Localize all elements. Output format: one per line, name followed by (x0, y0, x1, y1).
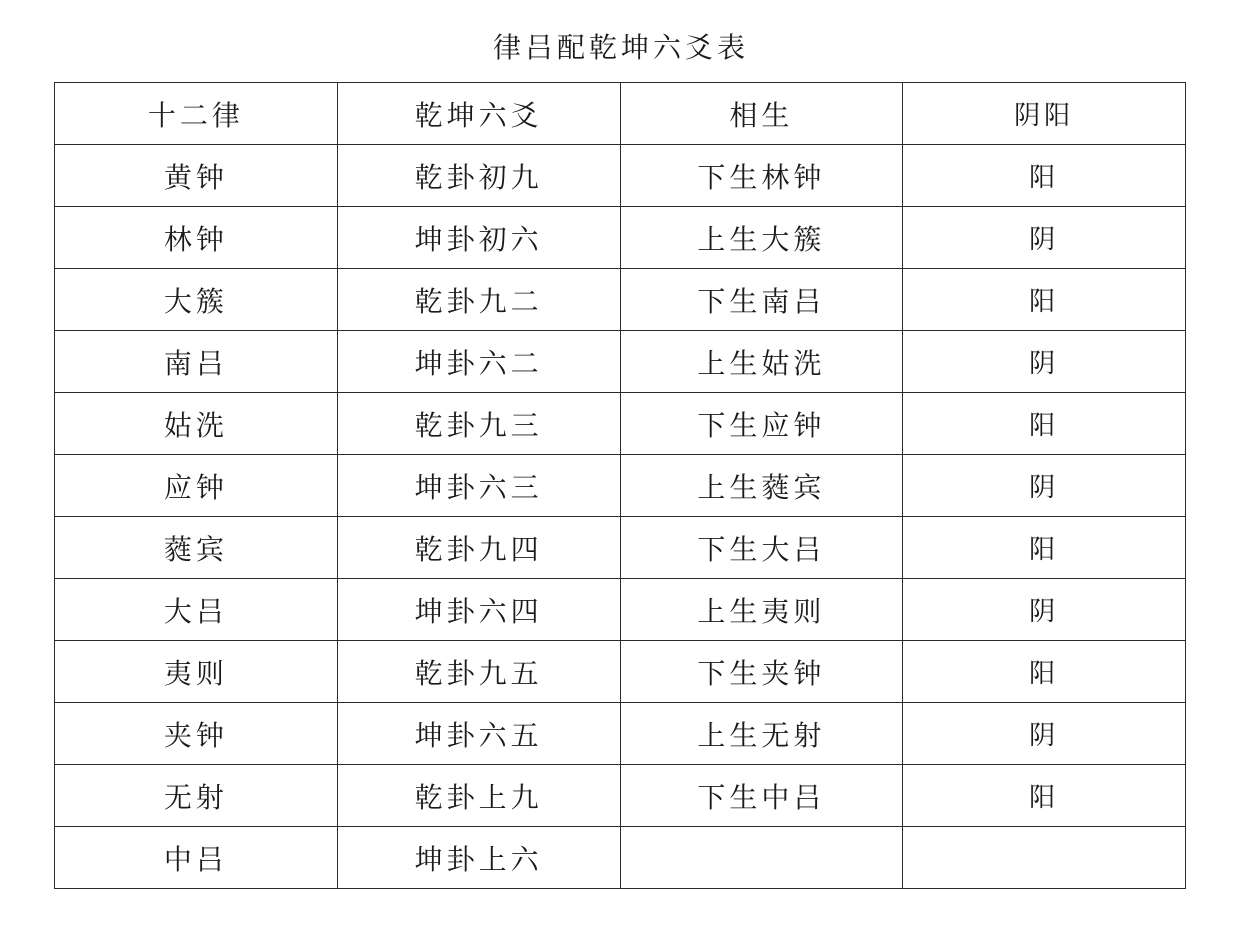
table-title: 律吕配乾坤六爻表 (492, 31, 749, 64)
yao-cell: 乾卦九三 (337, 393, 620, 455)
table-row (55, 331, 1186, 393)
xiangsheng-cell: 下生夹钟 (620, 641, 903, 703)
yinyang-cell: 阳 (903, 765, 1186, 827)
header-cell-yinyang: 阴阳 (903, 83, 1186, 145)
lu-name-cell: 南吕 (55, 331, 338, 393)
lu-name-cell: 无射 (55, 765, 338, 827)
table-row (55, 269, 1186, 331)
yinyang-cell: 阴 (903, 703, 1186, 765)
lu-name-cell: 黄钟 (55, 145, 338, 207)
table-row (55, 703, 1186, 765)
xiangsheng-cell: 下生中吕 (620, 765, 903, 827)
yinyang-cell: 阳 (903, 145, 1186, 207)
xiangsheng-cell: 上生夷则 (620, 579, 903, 641)
lu-name-cell: 姑洗 (55, 393, 338, 455)
yinyang-cell: 阳 (903, 641, 1186, 703)
header-cell-twelve-lu: 十二律 (55, 83, 338, 145)
yao-cell: 坤卦上六 (337, 827, 620, 889)
header-cell-xiangsheng: 相生 (620, 83, 903, 145)
lu-name-cell: 蕤宾 (55, 517, 338, 579)
yao-cell: 乾卦九五 (337, 641, 620, 703)
yao-cell: 坤卦六二 (337, 331, 620, 393)
table-row (55, 393, 1186, 455)
lu-name-cell: 夷则 (55, 641, 338, 703)
yinyang-cell: 阴 (903, 579, 1186, 641)
yao-cell: 乾卦九四 (337, 517, 620, 579)
table-row (55, 827, 1186, 889)
table-row (55, 517, 1186, 579)
table-header-row (55, 83, 1186, 145)
yao-cell: 坤卦六四 (337, 579, 620, 641)
yinyang-cell: 阳 (903, 269, 1186, 331)
table-row (55, 145, 1186, 207)
yinyang-cell: 阴 (903, 455, 1186, 517)
xiangsheng-cell: 上生蕤宾 (620, 455, 903, 517)
lu-name-cell: 夹钟 (55, 703, 338, 765)
yao-cell: 坤卦六五 (337, 703, 620, 765)
lu-name-cell: 大簇 (55, 269, 338, 331)
xiangsheng-cell: 下生林钟 (620, 145, 903, 207)
table-row (55, 765, 1186, 827)
yinyang-cell (903, 827, 1186, 889)
yinyang-cell: 阴 (903, 331, 1186, 393)
yao-cell: 乾卦上九 (337, 765, 620, 827)
header-cell-qiankun-yao: 乾坤六爻 (337, 83, 620, 145)
lu-name-cell: 林钟 (55, 207, 338, 269)
xiangsheng-cell: 下生应钟 (620, 393, 903, 455)
table-row (55, 579, 1186, 641)
table-row (55, 455, 1186, 517)
yao-cell: 乾卦初九 (337, 145, 620, 207)
xiangsheng-cell: 上生姑洗 (620, 331, 903, 393)
yao-cell: 坤卦六三 (337, 455, 620, 517)
yinyang-cell: 阴 (903, 207, 1186, 269)
yinyang-cell: 阳 (903, 517, 1186, 579)
table-row (55, 641, 1186, 703)
table-body (55, 145, 1186, 889)
lvlv-qiankun-table (54, 82, 1186, 889)
table-row (55, 207, 1186, 269)
xiangsheng-cell (620, 827, 903, 889)
lu-name-cell: 中吕 (55, 827, 338, 889)
lu-name-cell: 大吕 (55, 579, 338, 641)
lu-name-cell: 应钟 (55, 455, 338, 517)
xiangsheng-cell: 上生大簇 (620, 207, 903, 269)
yao-cell: 坤卦初六 (337, 207, 620, 269)
xiangsheng-cell: 上生无射 (620, 703, 903, 765)
yinyang-cell: 阳 (903, 393, 1186, 455)
yao-cell: 乾卦九二 (337, 269, 620, 331)
xiangsheng-cell: 下生南吕 (620, 269, 903, 331)
xiangsheng-cell: 下生大吕 (620, 517, 903, 579)
